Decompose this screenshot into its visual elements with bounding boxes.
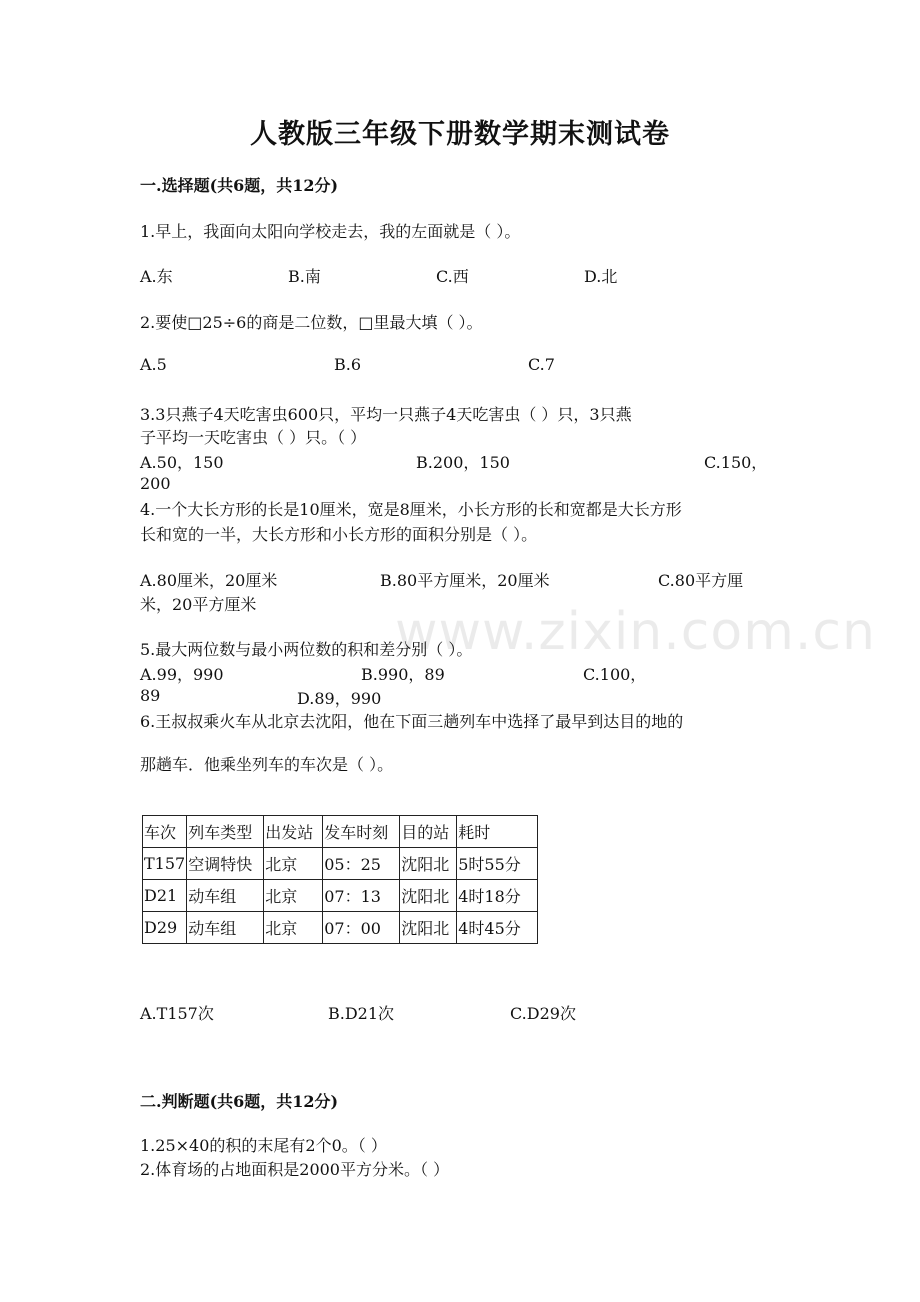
table-header-row [143, 816, 538, 848]
table-row [143, 848, 538, 880]
watermark: www.zixin.com.cn [395, 602, 876, 662]
table-cell: T157 [143, 848, 187, 880]
question-1-option-b: B.南 [288, 267, 321, 286]
table-cell: 沈阳北 [400, 848, 457, 880]
table-cell: 动车组 [187, 912, 264, 944]
table-cell: 沈阳北 [400, 912, 457, 944]
question-6-stem-line1: 6.王叔叔乘火车从北京去沈阳，他在下面三趟列车中选择了最早到达目的地的 [140, 712, 684, 731]
question-3-option-c-wrap: 200 [140, 474, 171, 493]
judge-question-2: 2.体育场的占地面积是2000平方分米。（ ） [140, 1160, 450, 1179]
table-header-cell: 发车时刻 [323, 816, 400, 848]
question-1-option-c: C.西 [436, 267, 469, 286]
question-3-option-a: A.50，150 [140, 453, 224, 472]
table-cell: 动车组 [187, 880, 264, 912]
page-title: 人教版三年级下册数学期末测试卷 [250, 119, 670, 150]
question-6-option-a: A.T157次 [140, 1004, 214, 1023]
question-5-option-b: B.990，89 [361, 665, 445, 684]
question-2-option-c: C.7 [528, 355, 555, 374]
question-3-option-b: B.200，150 [416, 453, 510, 472]
question-5-option-a: A.99，990 [140, 665, 224, 684]
section-2-heading: 二.判断题(共6题，共12分) [140, 1092, 339, 1111]
table-cell: 北京 [264, 912, 323, 944]
table-header-cell: 列车类型 [187, 816, 264, 848]
table-cell: 07：13 [323, 880, 400, 912]
table-cell: 4时45分 [457, 912, 538, 944]
question-3-option-c: C.150， [704, 453, 768, 472]
question-4-option-c: C.80平方厘 [658, 571, 744, 590]
table-cell: 空调特快 [187, 848, 264, 880]
section-1-heading: 一.选择题(共6题，共12分) [140, 176, 339, 195]
table-cell: 北京 [264, 880, 323, 912]
question-5-option-c: C.100， [583, 665, 647, 684]
table-row [143, 880, 538, 912]
train-schedule-table [142, 815, 538, 944]
table-row [143, 912, 538, 944]
question-4-option-a: A.80厘米，20厘米 [140, 571, 278, 590]
question-2-stem: 2.要使□25÷6的商是二位数，□里最大填（ ）。 [140, 313, 483, 332]
table-header-cell: 耗时 [457, 816, 538, 848]
table-cell: 07：00 [323, 912, 400, 944]
question-1-option-a: A.东 [140, 267, 173, 286]
table-header-cell: 出发站 [264, 816, 323, 848]
question-5-option-c-wrap: 89 [140, 686, 161, 705]
question-1-stem: 1.早上，我面向太阳向学校走去，我的左面就是（ ）。 [140, 222, 521, 241]
question-1-option-d: D.北 [584, 267, 618, 286]
judge-question-1: 1.25×40的积的末尾有2个0。（ ） [140, 1136, 387, 1155]
question-4-stem-line1: 4.一个大长方形的长是10厘米，宽是8厘米，小长方形的长和宽都是大长方形 [140, 500, 682, 519]
table-cell: 5时55分 [457, 848, 538, 880]
table-cell: 北京 [264, 848, 323, 880]
question-2-option-a: A.5 [140, 355, 167, 374]
table-cell: 05：25 [323, 848, 400, 880]
question-4-stem-line2: 长和宽的一半，大长方形和小长方形的面积分别是（ ）。 [140, 525, 538, 544]
table-cell: D21 [143, 880, 187, 912]
question-2-option-b: B.6 [334, 355, 362, 374]
table-header-cell: 车次 [143, 816, 187, 848]
table-cell: D29 [143, 912, 187, 944]
table-cell: 4时18分 [457, 880, 538, 912]
question-5-stem: 5.最大两位数与最小两位数的积和差分别（ ）。 [140, 640, 473, 659]
question-3-stem-line2: 子平均一天吃害虫（ ）只。（ ） [140, 428, 367, 447]
question-6-stem-line2: 那趟车．他乘坐列车的车次是（ ）。 [140, 755, 394, 774]
question-3-stem-line1: 3.3只燕子4天吃害虫600只，平均一只燕子4天吃害虫（ ）只，3只燕 [140, 405, 632, 424]
table-header-cell: 目的站 [400, 816, 457, 848]
question-4-option-b: B.80平方厘米，20厘米 [380, 571, 550, 590]
question-5-option-d: D.89，990 [297, 689, 382, 708]
question-6-option-c: C.D29次 [510, 1004, 576, 1023]
question-6-option-b: B.D21次 [328, 1004, 395, 1023]
question-4-option-c-wrap: 米，20平方厘米 [140, 595, 257, 614]
table-cell: 沈阳北 [400, 880, 457, 912]
